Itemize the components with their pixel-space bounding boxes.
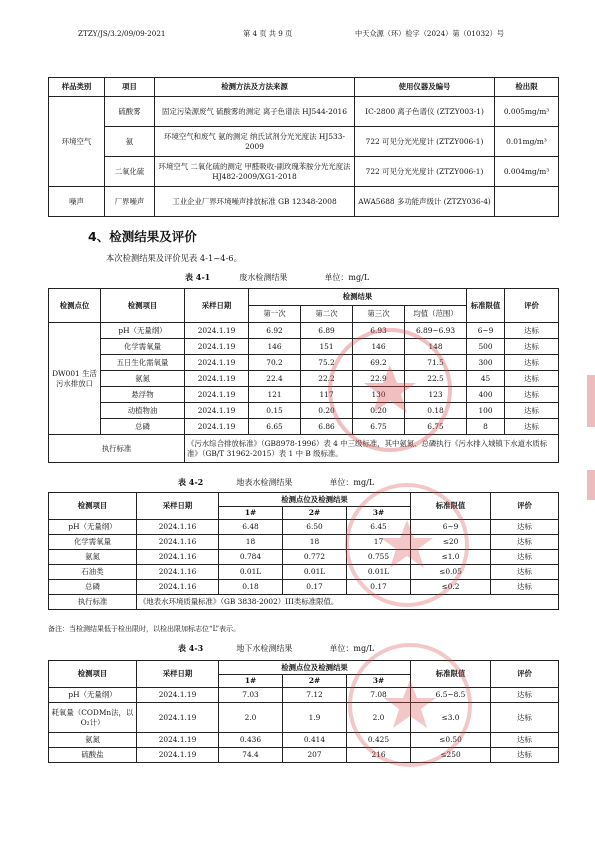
point-2-value: 6.50 <box>283 520 347 535</box>
result-limit: 6~9 <box>467 323 505 339</box>
category-cell: 噪声 <box>49 187 105 217</box>
detection-limit: 0.004mg/m³ <box>495 157 559 187</box>
result-mean: 22.5 <box>405 371 467 387</box>
result-eval: 达标 <box>491 688 559 703</box>
t41-header-eval: 评价 <box>505 289 559 323</box>
result-eval: 达标 <box>491 703 559 733</box>
table42-title: 地表水检测结果 <box>236 478 293 487</box>
t43-header-results: 检测点位及检测结果 <box>219 661 411 675</box>
t43-header-item: 检测项目 <box>49 661 137 688</box>
method-text: 固定污染源废气 硫酸雾的测定 离子色谱法 HJ544-2016 <box>155 97 355 127</box>
result-2: 6.86 <box>301 419 353 435</box>
result-1: 146 <box>249 339 301 355</box>
surface-water-table <box>48 492 559 610</box>
point-1-value: 0.784 <box>219 550 283 565</box>
point-2-value: 0.17 <box>283 580 347 595</box>
table-row-date: 2024.1.19 <box>185 371 249 387</box>
table-row-item: 耗氧量（CODMn法，以O₂计） <box>49 703 137 733</box>
table-row-date: 2024.1.19 <box>185 387 249 403</box>
method-item: 硫酸雾 <box>105 97 155 127</box>
t42-header-p1: 1# <box>219 507 283 520</box>
result-eval: 达标 <box>491 565 559 580</box>
method-text: 环境空气和废气 氨的测定 纳氏试剂分光光度法 HJ533-2009 <box>155 127 355 157</box>
result-limit: ≤250 <box>411 748 491 763</box>
point-1-value: 7.03 <box>219 688 283 703</box>
result-mean: 71.5 <box>405 355 467 371</box>
table41-label: 表 4-1 <box>185 272 211 282</box>
t41-header-date: 采样日期 <box>185 289 249 323</box>
result-3: 6.93 <box>353 323 405 339</box>
result-limit: 400 <box>467 387 505 403</box>
t43-header-date: 采样日期 <box>137 661 219 688</box>
method-item: 二氧化硫 <box>105 157 155 187</box>
result-eval: 达标 <box>505 403 559 419</box>
table41-caption <box>185 272 369 283</box>
table-row-item: 悬浮物 <box>101 387 185 403</box>
result-limit: ≤1.0 <box>411 550 491 565</box>
result-eval: 达标 <box>505 419 559 435</box>
table-row-date: 2024.1.16 <box>137 550 219 565</box>
point-2-value: 18 <box>283 535 347 550</box>
t43-header-limit: 标准限值 <box>411 661 491 688</box>
seam-stamp-mark <box>587 470 595 500</box>
section-intro: 本次检测结果及评价见表 4-1~4-6。 <box>106 253 242 263</box>
detection-limit: 0.005mg/m³ <box>495 97 559 127</box>
point-1-value: 74.4 <box>219 748 283 763</box>
result-1: 0.15 <box>249 403 301 419</box>
method-text: 环境空气 二氧化硫的测定 甲醛吸收-副玫瑰苯胺分光光度法 HJ482-2009/XG1-2018 <box>155 157 355 187</box>
table-row-item: pH（无量纲） <box>49 688 137 703</box>
result-mean: 6.75 <box>405 419 467 435</box>
result-2: 22.2 <box>301 371 353 387</box>
result-limit: ≤0.2 <box>411 580 491 595</box>
result-limit: ≤0.50 <box>411 733 491 748</box>
result-limit: 8 <box>467 419 505 435</box>
t42-header-limit: 标准限值 <box>411 493 491 520</box>
result-eval: 达标 <box>505 355 559 371</box>
methods-header-category: 样品类别 <box>49 78 105 97</box>
seam-stamp-mark <box>587 375 595 427</box>
instrument-text: 722 可见分光光度计 (ZTZY006-1) <box>355 127 495 157</box>
t42-header-date: 采样日期 <box>137 493 219 520</box>
point-2-value: 207 <box>283 748 347 763</box>
result-eval: 达标 <box>491 733 559 748</box>
result-eval: 达标 <box>505 371 559 387</box>
result-1: 121 <box>249 387 301 403</box>
t43-header-p3: 3# <box>347 675 411 688</box>
table-row-date: 2024.1.16 <box>137 580 219 595</box>
point-3-value: 216 <box>347 748 411 763</box>
point-3-value: 6.45 <box>347 520 411 535</box>
t41-header-second: 第二次 <box>301 306 353 323</box>
t41-header-point: 检测点位 <box>49 289 101 323</box>
result-2: 0.20 <box>301 403 353 419</box>
point-2-value: 0.414 <box>283 733 347 748</box>
methods-header-item: 项目 <box>105 78 155 97</box>
point-3-value: 0.17 <box>347 580 411 595</box>
result-eval: 达标 <box>505 387 559 403</box>
table-row-date: 2024.1.19 <box>137 748 219 763</box>
t42-standard-text: 《地表水环境质量标准》（GB 3838-2002）III类标准限值。 <box>137 595 559 610</box>
result-eval: 达标 <box>491 580 559 595</box>
table43-unit: 单位：mg/L <box>329 644 375 653</box>
table-row-item: pH（无量纲） <box>101 323 185 339</box>
result-eval: 达标 <box>505 339 559 355</box>
table-row-date: 2024.1.19 <box>185 403 249 419</box>
t43-header-p2: 2# <box>283 675 347 688</box>
t42-header-item: 检测项目 <box>49 493 137 520</box>
t41-header-limit: 标准限值 <box>467 289 505 323</box>
result-limit: ≤0.05 <box>411 565 491 580</box>
result-1: 22.4 <box>249 371 301 387</box>
method-item: 氨 <box>105 127 155 157</box>
table-row-date: 2024.1.16 <box>137 565 219 580</box>
result-3: 22.9 <box>353 371 405 387</box>
methods-header-instrument: 使用仪器及编号 <box>355 78 495 97</box>
point-1-value: 18 <box>219 535 283 550</box>
table-row-item: 化学需氧量 <box>101 339 185 355</box>
instrument-text: AWA5688 多功能声级计 (ZTZY036-4) <box>355 187 495 217</box>
category-cell: 环境空气 <box>49 97 105 187</box>
result-3: 130 <box>353 387 405 403</box>
t41-header-results: 检测结果 <box>249 289 467 306</box>
result-2: 117 <box>301 387 353 403</box>
table43-title: 地下水检测结果 <box>236 644 293 653</box>
point-2-value: 0.772 <box>283 550 347 565</box>
table-row-item: pH（无量纲） <box>49 520 137 535</box>
table-row-item: 化学需氧量 <box>49 535 137 550</box>
result-mean: 123 <box>405 387 467 403</box>
point-3-value: 0.01L <box>347 565 411 580</box>
result-3: 69.2 <box>353 355 405 371</box>
doc-code: ZTZY/JS/3.2/09/09-2021 <box>78 29 166 38</box>
result-1: 6.65 <box>249 419 301 435</box>
table-row-date: 2024.1.19 <box>137 733 219 748</box>
point-2-value: 1.9 <box>283 703 347 733</box>
table-row-date: 2024.1.19 <box>185 323 249 339</box>
result-limit: 300 <box>467 355 505 371</box>
t42-header-results: 检测点位及检测结果 <box>219 493 411 507</box>
report-number: 中天众源（环）检字（2024）第（01032）号 <box>355 29 504 38</box>
result-limit: 6~9 <box>411 520 491 535</box>
table-row-item: 氨氮 <box>49 550 137 565</box>
table-row-item: 氨氮 <box>101 371 185 387</box>
groundwater-table <box>48 660 559 763</box>
result-1: 6.92 <box>249 323 301 339</box>
table42-unit: 单位：mg/L <box>329 478 375 487</box>
result-limit: 6.5~8.5 <box>411 688 491 703</box>
method-item: 厂界噪声 <box>105 187 155 217</box>
table41-title: 废水检测结果 <box>239 273 288 282</box>
t41-header-first: 第一次 <box>249 306 301 323</box>
instrument-text: 722 可见分光光度计 (ZTZY006-1) <box>355 157 495 187</box>
point-1-value: 0.18 <box>219 580 283 595</box>
result-1: 70.2 <box>249 355 301 371</box>
table-row-date: 2024.1.19 <box>185 355 249 371</box>
table-row-item: 硫酸盐 <box>49 748 137 763</box>
table-row-item: 总磷 <box>101 419 185 435</box>
point-3-value: 0.425 <box>347 733 411 748</box>
table-row-date: 2024.1.19 <box>137 688 219 703</box>
table-row-item: 动植物油 <box>101 403 185 419</box>
detection-limit <box>495 187 559 217</box>
result-mean: 0.18 <box>405 403 467 419</box>
table-row-date: 2024.1.19 <box>185 339 249 355</box>
result-eval: 达标 <box>491 535 559 550</box>
table43-label: 表 4-3 <box>178 643 204 653</box>
result-3: 6.75 <box>353 419 405 435</box>
t41-header-third: 第三次 <box>353 306 405 323</box>
result-3: 146 <box>353 339 405 355</box>
t41-standard-label: 执行标准 <box>49 435 185 463</box>
result-eval: 达标 <box>491 748 559 763</box>
page-info: 第 4 页 共 9 页 <box>243 29 293 38</box>
methods-header-method: 检测方法及方法来源 <box>155 78 355 97</box>
wastewater-table <box>48 288 559 463</box>
point-1-value: 0.436 <box>219 733 283 748</box>
t42-header-p2: 2# <box>283 507 347 520</box>
detection-limit: 0.01mg/m³ <box>495 127 559 157</box>
t41-header-mean: 均值（范围） <box>405 306 467 323</box>
table42-label: 表 4-2 <box>178 477 204 487</box>
point-2-value: 7.12 <box>283 688 347 703</box>
point-3-value: 17 <box>347 535 411 550</box>
point-2-value: 0.01L <box>283 565 347 580</box>
table-row-item: 总磷 <box>49 580 137 595</box>
result-limit: ≤20 <box>411 535 491 550</box>
table-row-item: 石油类 <box>49 565 137 580</box>
table42-note: 备注：当检测结果低于检出限时，以检出限加标志位“L”表示。 <box>48 625 241 633</box>
result-limit: 500 <box>467 339 505 355</box>
t43-header-p1: 1# <box>219 675 283 688</box>
instrument-text: IC-2800 离子色谱仪 (ZTZY003-1) <box>355 97 495 127</box>
result-mean: 148 <box>405 339 467 355</box>
point-3-value: 0.755 <box>347 550 411 565</box>
table-row-date: 2024.1.16 <box>137 535 219 550</box>
table-row-item: 氨氮 <box>49 733 137 748</box>
result-eval: 达标 <box>491 520 559 535</box>
point-1-value: 6.48 <box>219 520 283 535</box>
table-row-date: 2024.1.19 <box>137 703 219 733</box>
t42-header-eval: 评价 <box>491 493 559 520</box>
t41-header-item: 检测项目 <box>101 289 185 323</box>
point-1-value: 2.0 <box>219 703 283 733</box>
method-text: 工业企业厂界环境噪声排放标准 GB 12348-2008 <box>155 187 355 217</box>
table-row-date: 2024.1.19 <box>185 419 249 435</box>
t42-header-p3: 3# <box>347 507 411 520</box>
result-2: 151 <box>301 339 353 355</box>
result-2: 6.89 <box>301 323 353 339</box>
t41-standard-text: 《污水综合排放标准》（GB8978-1996）表 4 中三级标准，其中氨氮、总磷执行《污水排入城镇下水道水质标准》（GB/T 31962-2015）表 1 中 B 级标准。 <box>185 435 559 463</box>
result-limit: 100 <box>467 403 505 419</box>
table-row-date: 2024.1.16 <box>137 520 219 535</box>
table42-caption <box>178 477 374 488</box>
t41-point: DW001 生活污水排放口 <box>49 323 101 435</box>
result-eval: 达标 <box>491 550 559 565</box>
point-3-value: 7.08 <box>347 688 411 703</box>
result-mean: 6.89~6.93 <box>405 323 467 339</box>
methods-header-limit: 检出限 <box>495 78 559 97</box>
table41-unit: 单位：mg/L <box>324 273 370 282</box>
result-3: 0.20 <box>353 403 405 419</box>
table43-caption <box>178 643 374 654</box>
result-eval: 达标 <box>505 323 559 339</box>
result-2: 75.2 <box>301 355 353 371</box>
t43-header-eval: 评价 <box>491 661 559 688</box>
result-limit: 45 <box>467 371 505 387</box>
table-row-item: 五日生化需氧量 <box>101 355 185 371</box>
point-3-value: 2.0 <box>347 703 411 733</box>
result-limit: ≤3.0 <box>411 703 491 733</box>
methods-table <box>48 77 559 217</box>
t42-standard-label: 执行标准 <box>49 595 137 610</box>
section-title: 4、检测结果及评价 <box>88 229 197 244</box>
point-1-value: 0.01L <box>219 565 283 580</box>
